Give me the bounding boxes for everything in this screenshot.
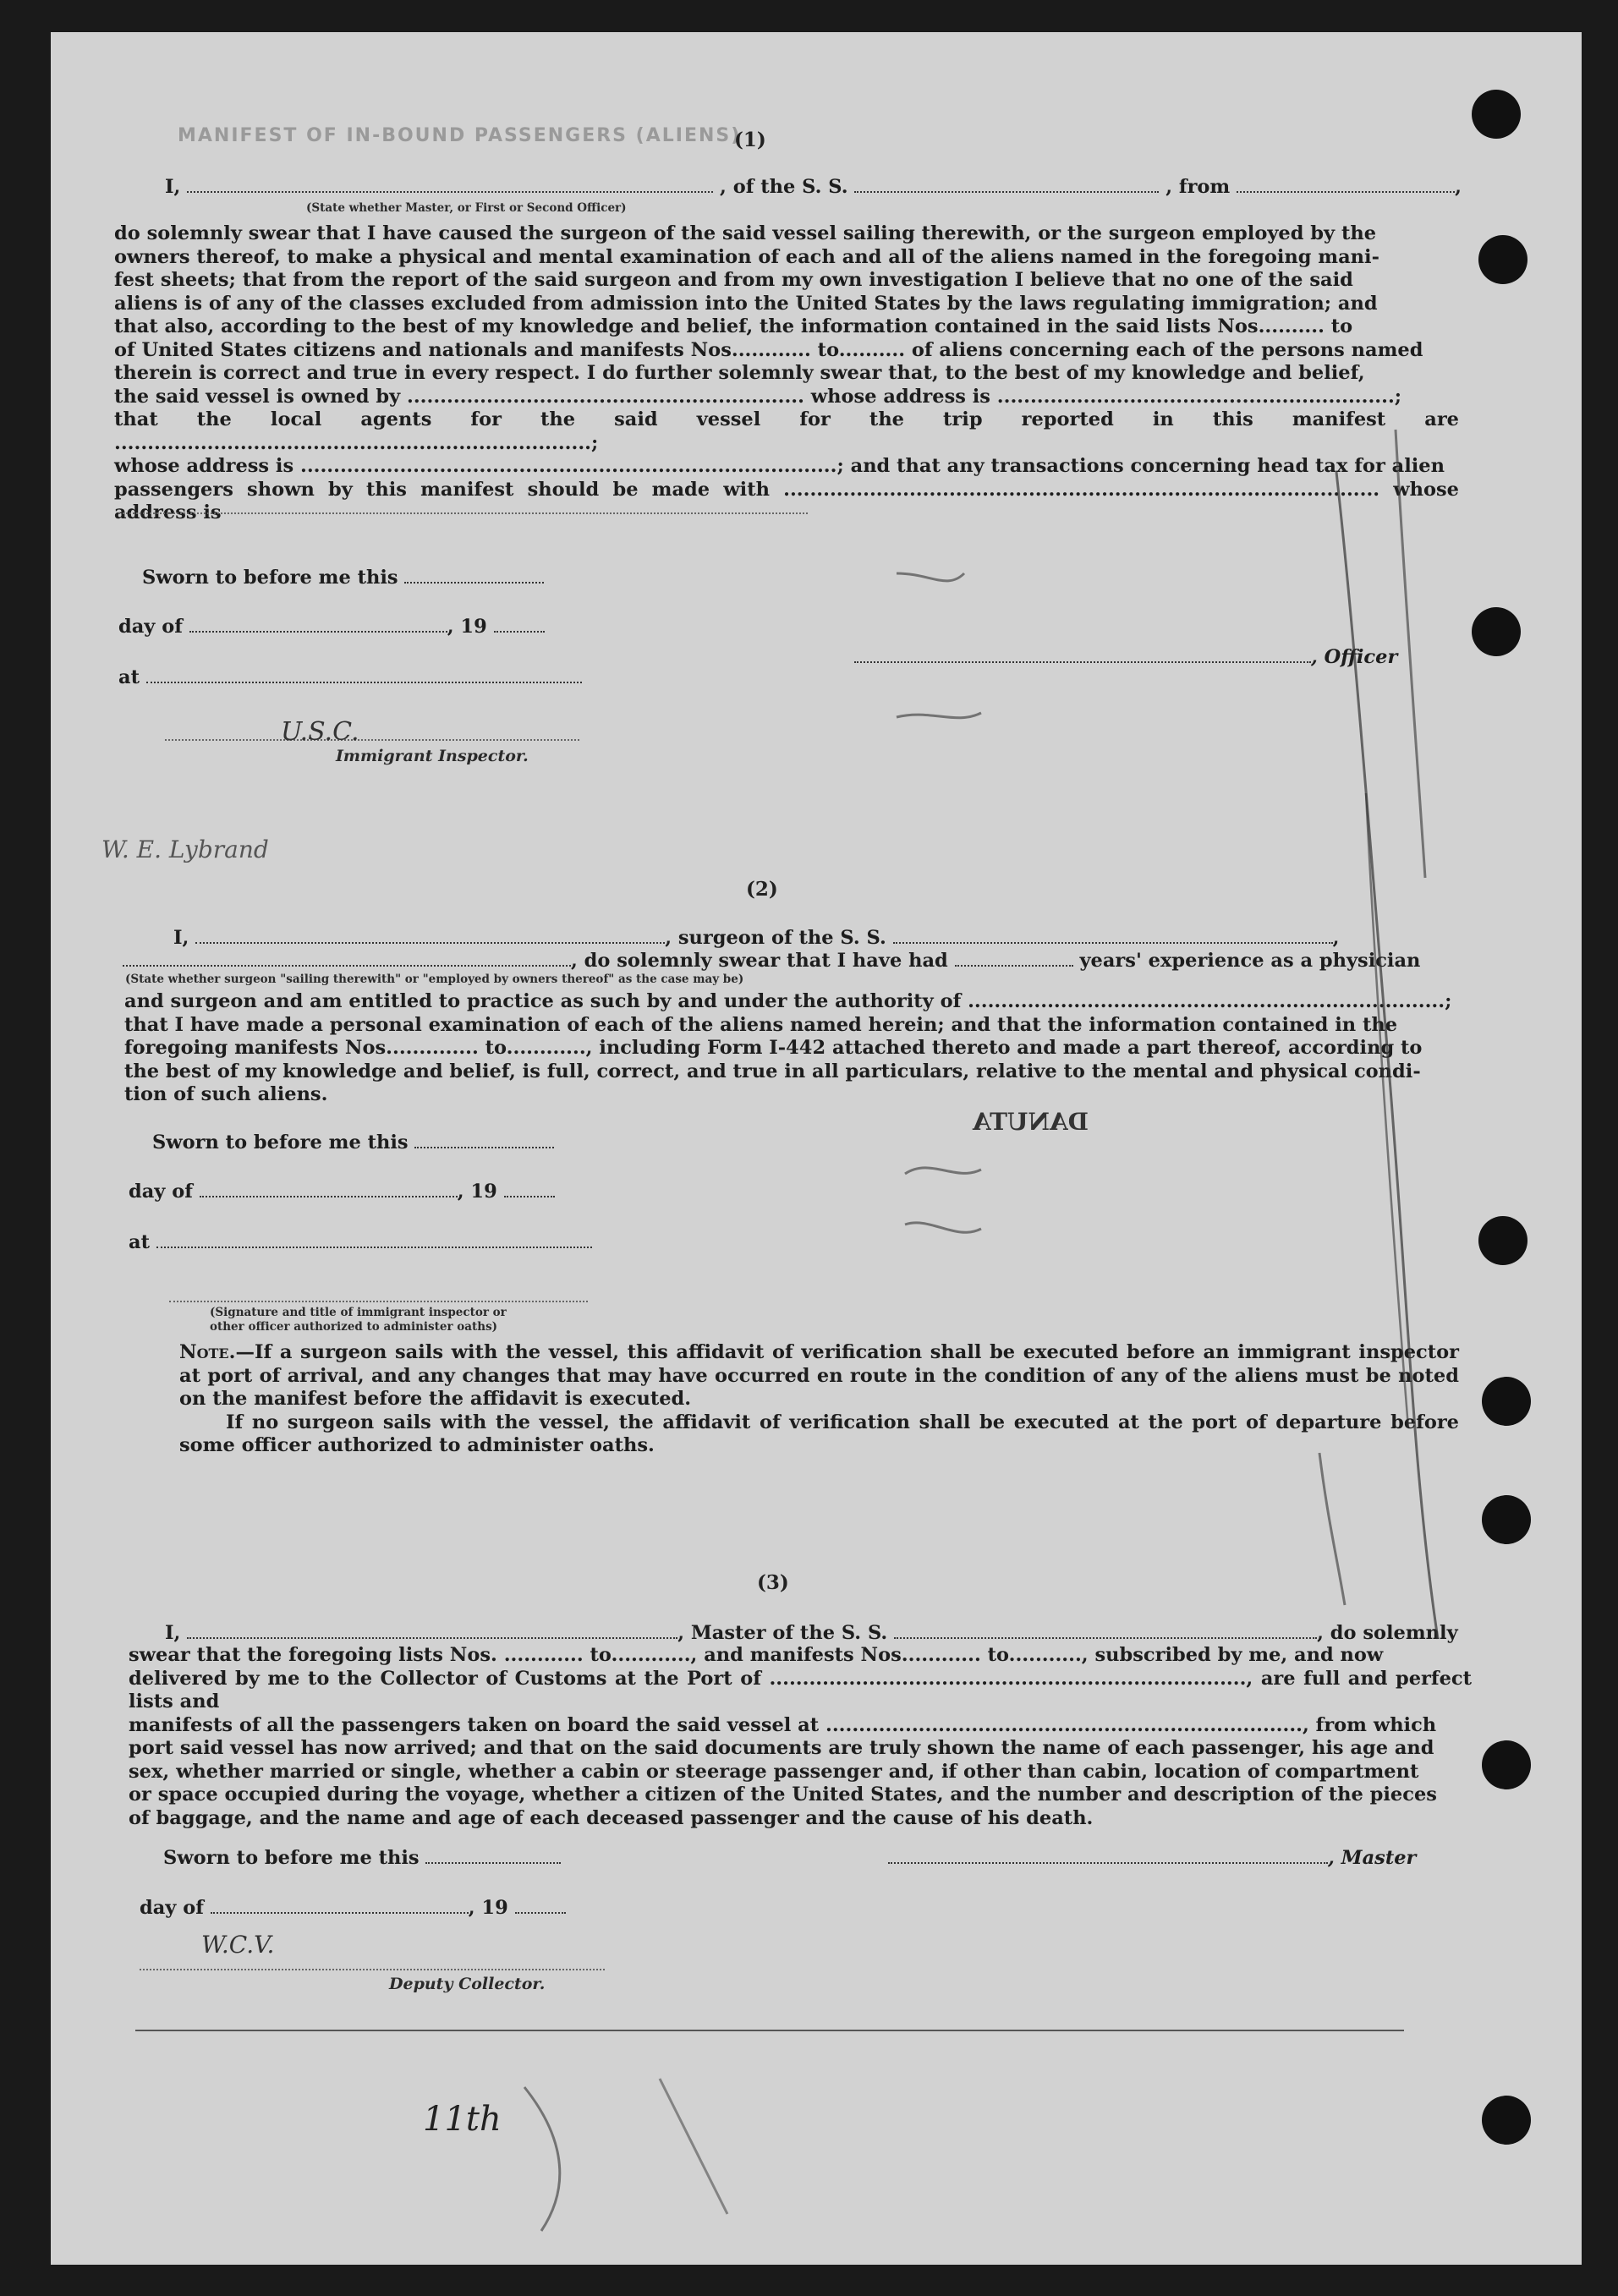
s2-sig-note-2: other officer authorized to administer oaths) — [210, 1320, 498, 1334]
s2-line2: , do solemnly swear that I have had years' experience as a physician — [123, 950, 1420, 972]
s2-day-field[interactable] — [200, 1196, 458, 1197]
s1-line1: I, , of the S. S. , from , — [165, 176, 1462, 198]
handwritten-deputy-initials: W.C.V. — [201, 1931, 275, 1959]
s2-note — [179, 1341, 1459, 1458]
s3-body-line: manifests of all the passengers taken on board the said vessel at ........................................................................, from which — [129, 1713, 1437, 1736]
s1-body-line: of United States citizens and nationals and manifests Nos............ to.......... of aliens concerning each of the persons named — [114, 338, 1423, 361]
s2-year-field[interactable] — [504, 1196, 555, 1197]
s1-body-line: whose address is .................................................................................; and that any transactions concerning head tax for alien — [114, 455, 1445, 477]
s1-vessel-name-field[interactable] — [854, 191, 1159, 193]
s1-body-line: passengers shown by this manifest should be made with .......................................................................................... whose address is — [114, 478, 1459, 523]
s2-signature-line — [169, 1301, 588, 1302]
s1-body-line: the said vessel is owned by ............................................................ whose address is ............................................................; — [114, 385, 1402, 408]
s1-at: at — [118, 666, 582, 688]
s1-body-line: that also, according to the best of my knowledge and belief, the information contained in the said lists Nos.......... to — [114, 315, 1353, 337]
s1-officer-sig: , Officer — [854, 646, 1397, 668]
s1-of-ss: , of the S. S. — [720, 176, 848, 198]
s2-sig-note-1: (Signature and title of immigrant inspector or — [210, 1306, 507, 1319]
punch-hole — [1482, 1495, 1531, 1544]
s1-from-port-field[interactable] — [1237, 191, 1455, 193]
s2-sworn-field[interactable] — [414, 1147, 554, 1148]
punch-hole — [1482, 1377, 1531, 1426]
s2-vessel-name-field[interactable] — [893, 942, 1333, 944]
s1-officer-note: (State whether Master, or First or Second Officer) — [306, 201, 627, 215]
s2-note-2: If no surgeon sails with the vessel, the affidavit of verification shall be executed at the port of departure before some officer authorized to administer oaths. — [179, 1411, 1459, 1456]
s3-body-line: sex, whether married or single, whether a cabin or steerage passenger and, if other than cabin, location of compartment — [129, 1760, 1419, 1783]
s1-body — [114, 222, 1459, 525]
s2-surgeon-status-field[interactable] — [123, 965, 571, 967]
s2-status-note: (State whether surgeon "sailing therewith" or "employed by owners thereof" as the case may be) — [125, 973, 744, 986]
s2-line1: I, , surgeon of the S. S. , — [173, 927, 1340, 949]
s3-body-line: delivered by me to the Collector of Customs at the Port of ........................................................................, are full and perfect lists and — [129, 1667, 1472, 1712]
s2-body-line: foregoing manifests Nos.............. to............, including Form I-442 attached thereto and made a part thereof, according to — [124, 1037, 1423, 1059]
faded-header-title: MANIFEST OF IN-BOUND PASSENGERS (ALIENS) — [178, 125, 742, 146]
s3-body-line: port said vessel has now arrived; and that on the said documents are truly shown the name of each passenger, his age and — [129, 1737, 1434, 1759]
s3-body-line: swear that the foregoing lists Nos. ............ to............, and manifests Nos............ to..........., subscribed by me, and now — [129, 1644, 1384, 1666]
s2-body-line: and surgeon and am entitled to practice as such by and under the authority of ........................................................................; — [124, 990, 1452, 1012]
s1-from: , from — [1166, 176, 1231, 198]
s2-note-1: Note.—If a surgeon sails with the vessel, this affidavit of verification shall be executed before an immigrant inspector at port of arrival, and any changes that may have occurred en route in the condition of any of the aliens must be noted on the manifest before the affidavit is executed. — [179, 1341, 1459, 1410]
s1-year-field[interactable] — [494, 631, 545, 633]
section-1-number: (1) — [734, 129, 766, 151]
s1-body-line: do solemnly swear that I have caused the surgeon of the said vessel sailing therewith, or the surgeon employed by the — [114, 222, 1377, 244]
s3-body — [129, 1644, 1472, 1830]
s1-i: I, — [165, 176, 181, 198]
s3-vessel-name-field[interactable] — [894, 1637, 1317, 1639]
handwritten-bottom-date: 11th — [423, 2100, 502, 2139]
s2-body-line: tion of such aliens. — [124, 1083, 328, 1105]
punch-hole — [1472, 607, 1521, 656]
section-2-number: (2) — [746, 878, 778, 901]
s2-body — [124, 990, 1459, 1107]
s1-body-line: owners thereof, to make a physical and mental examination of each and all of the aliens named in the foregoing mani- — [114, 245, 1379, 268]
s2-years-field[interactable] — [955, 965, 1073, 967]
s1-sworn-field[interactable] — [404, 582, 544, 584]
s2-day: day of , 19 — [129, 1181, 555, 1203]
s1-body-line: fest sheets; that from the report of the said surgeon and from my own investigation I believe that no one of the said — [114, 269, 1353, 291]
s3-deputy-line — [140, 1969, 605, 1970]
s2-body-line: the best of my knowledge and belief, is full, correct, and true in all particulars, relative to the mental and physical condi- — [124, 1060, 1421, 1082]
s3-day: day of , 19 — [140, 1897, 566, 1919]
punch-hole — [1478, 235, 1528, 284]
s1-inspector-caption: Immigrant Inspector. — [336, 747, 529, 765]
s3-sworn-field[interactable] — [425, 1862, 561, 1864]
s1-body-line: that the local agents for the said vessel for the trip reported in this manifest are ........................................................................; — [114, 408, 1459, 454]
s1-body-line: aliens is of any of the classes excluded from admission into the United States by the laws regulating immigration; and — [114, 292, 1378, 315]
s1-address-line — [118, 512, 808, 514]
s1-sworn: Sworn to before me this — [142, 567, 544, 589]
s3-master-signature-field[interactable] — [888, 1862, 1328, 1864]
s2-surgeon-name-field[interactable] — [195, 942, 665, 944]
s2-at: at — [129, 1231, 592, 1253]
s3-deputy-caption: Deputy Collector. — [389, 1975, 546, 1993]
s2-body-line: that I have made a personal examination of each of the aliens named herein; and that the information contained in the — [124, 1013, 1398, 1036]
s2-at-field[interactable] — [156, 1247, 592, 1248]
s3-line1: I, , Master of the S. S. , do solemnly — [165, 1622, 1458, 1644]
s3-master-name-field[interactable] — [187, 1637, 677, 1639]
s3-body-line: of baggage, and the name and age of each deceased passenger and the cause of his death. — [129, 1806, 1094, 1829]
section-3-number: (3) — [757, 1571, 789, 1594]
note-label: Note. — [179, 1341, 236, 1363]
punch-hole — [1478, 1216, 1528, 1265]
punch-hole — [1472, 90, 1521, 139]
handwritten-inspector-initials: U.S.C. — [281, 717, 359, 747]
s1-at-field[interactable] — [146, 682, 582, 683]
punch-hole — [1482, 2096, 1531, 2145]
handwritten-name-danuta: DANUTA — [973, 1108, 1089, 1136]
s1-inspector-line — [165, 739, 579, 741]
s3-body-line: or space occupied during the voyage, whether a citizen of the United States, and the number and description of the pieces — [129, 1784, 1437, 1806]
s1-day: day of , 19 — [118, 616, 545, 638]
s1-body-line: therein is correct and true in every respect. I do further solemnly swear that, to the best of my knowledge and belief, — [114, 362, 1365, 384]
s3-day-field[interactable] — [211, 1912, 469, 1914]
manifest-page — [51, 32, 1582, 2265]
s3-year-field[interactable] — [515, 1912, 566, 1914]
handwritten-margin-note: W. E. Lybrand — [101, 836, 269, 863]
s2-sworn: Sworn to before me this — [152, 1132, 554, 1153]
s1-day-field[interactable] — [189, 631, 447, 633]
s1-officer-name-field[interactable] — [187, 191, 713, 193]
bottom-rule — [135, 2030, 1404, 2031]
s3-master-sig: , Master — [888, 1847, 1416, 1869]
punch-hole — [1482, 1740, 1531, 1789]
s1-officer-signature-field[interactable] — [854, 661, 1311, 663]
s3-sworn: Sworn to before me this — [163, 1847, 561, 1869]
